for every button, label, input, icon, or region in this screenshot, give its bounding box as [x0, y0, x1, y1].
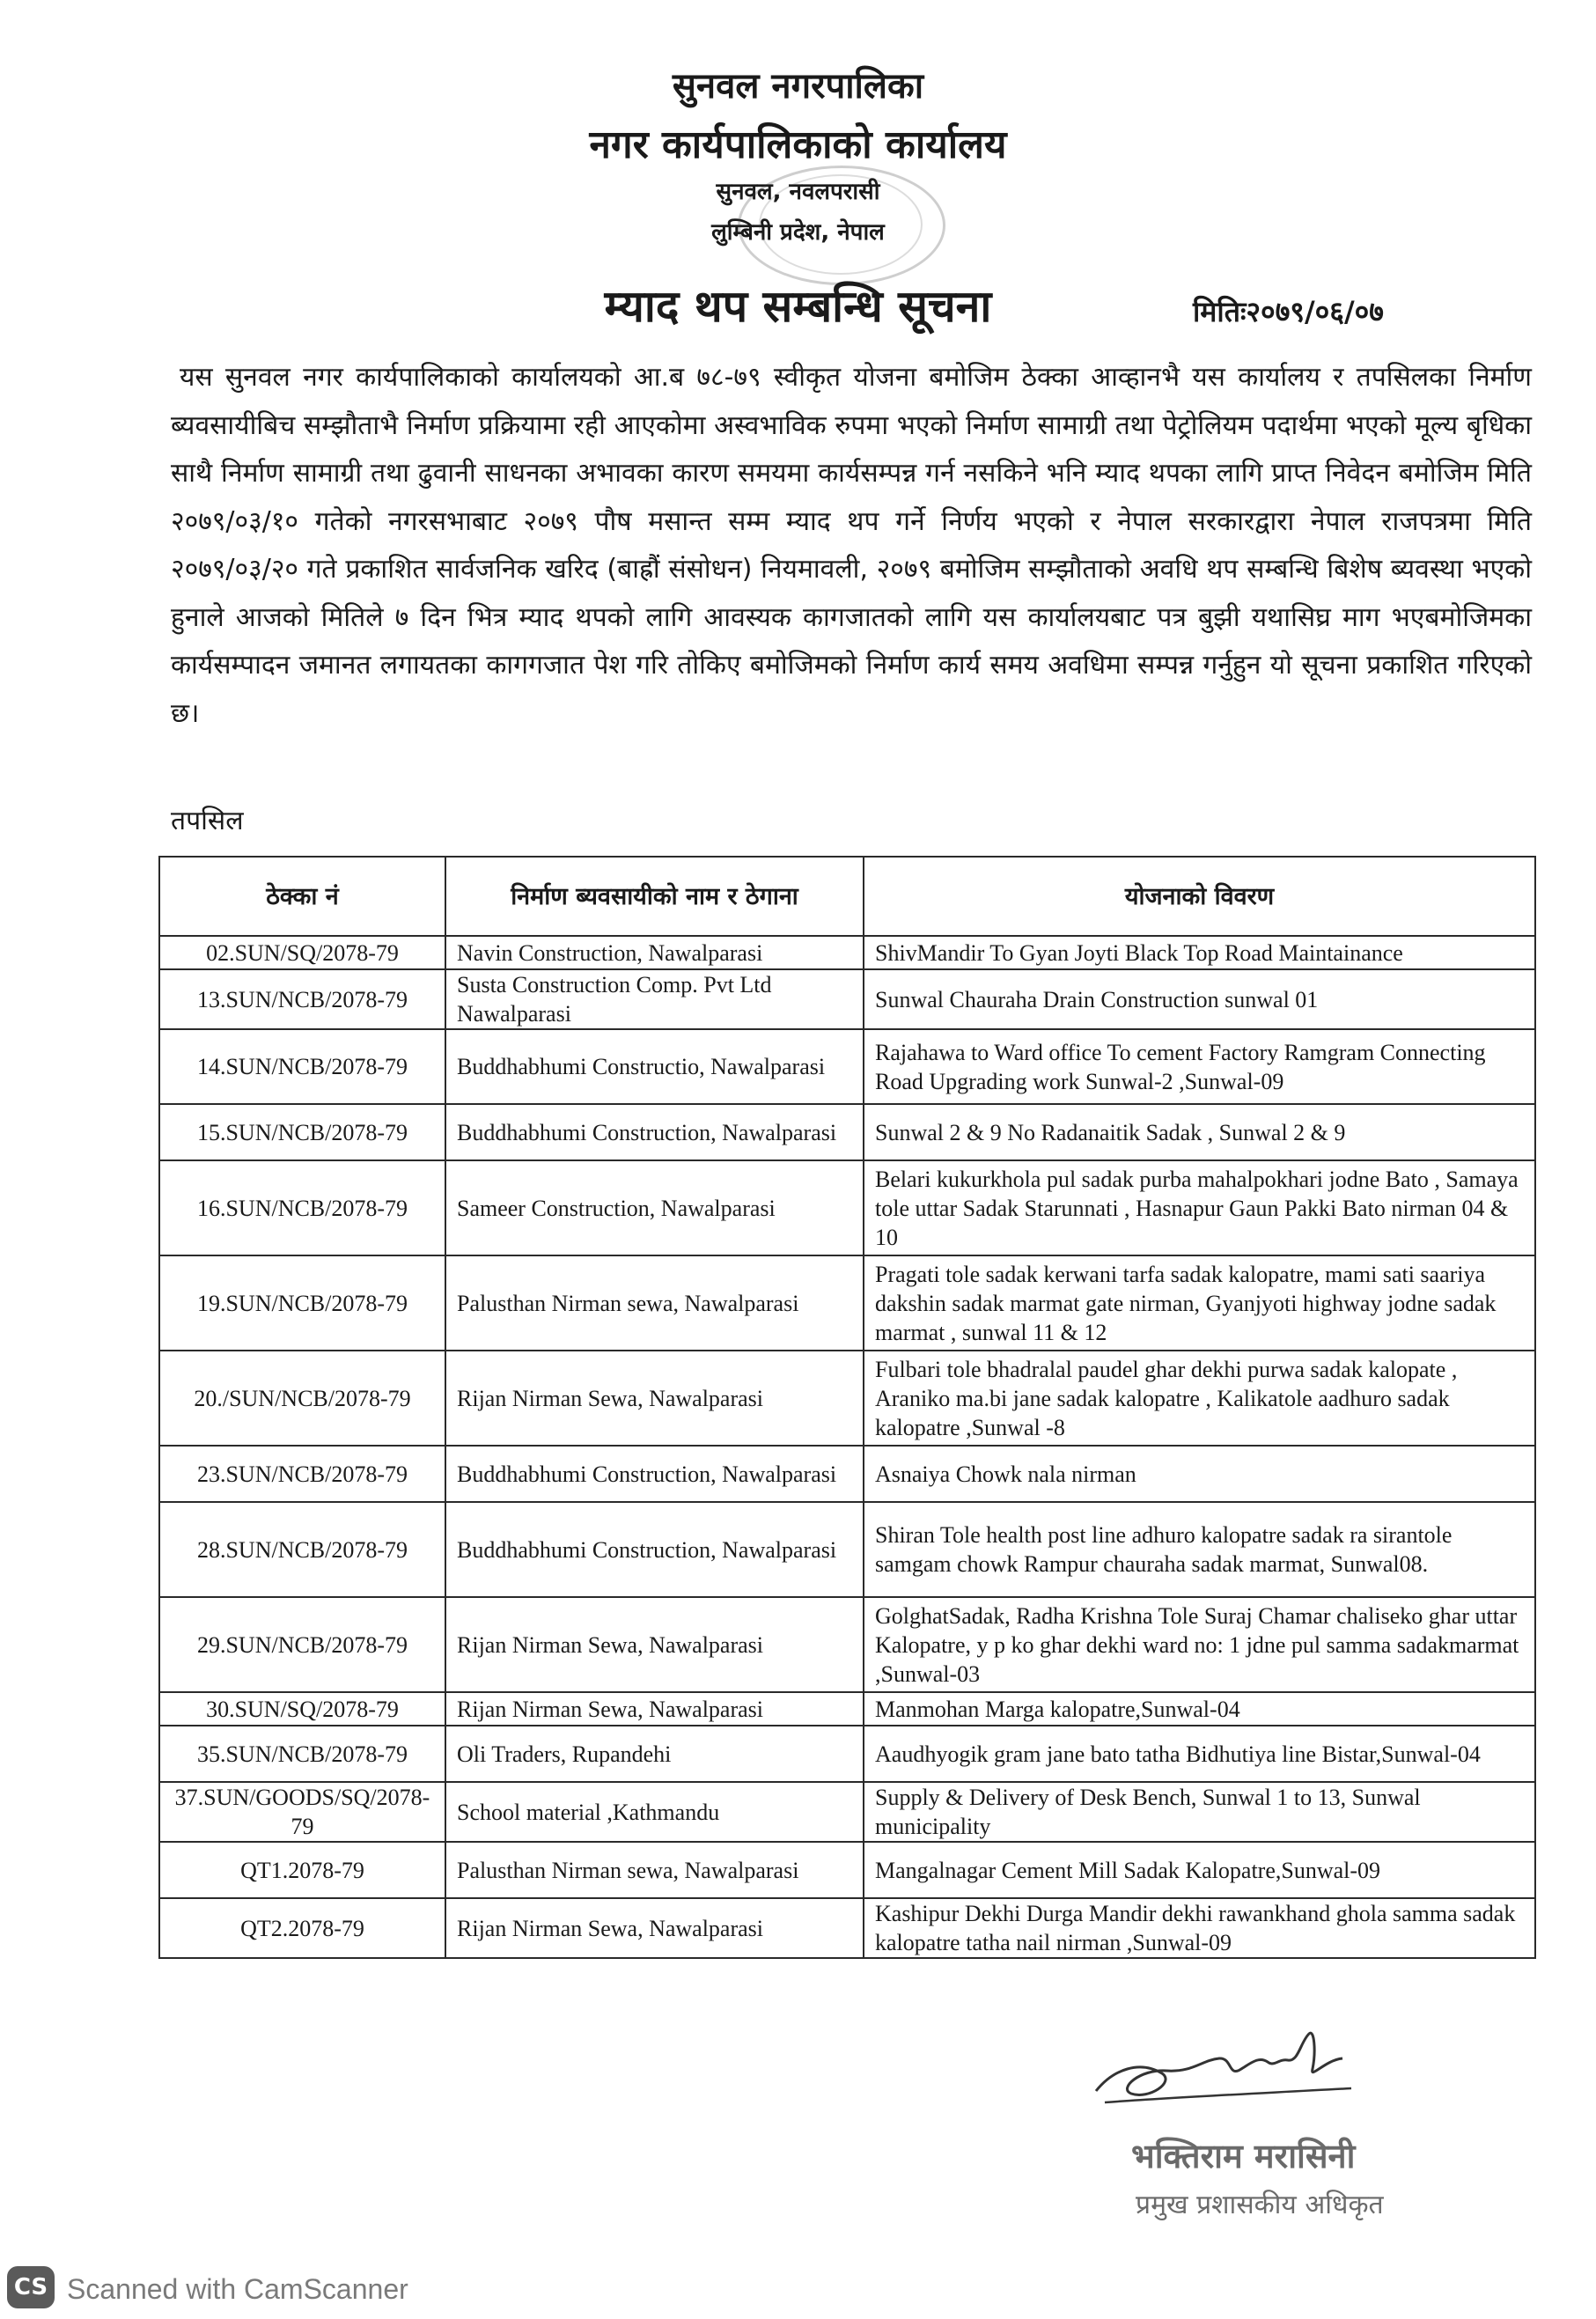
office-stamp-inner [759, 174, 923, 275]
contract-number-cell: 35.SUN/NCB/2078-79 [159, 1726, 445, 1782]
contract-number-cell: 28.SUN/NCB/2078-79 [159, 1502, 445, 1597]
table-row [159, 1692, 1535, 1726]
table-row [159, 1502, 1535, 1597]
contract-number-cell: 30.SUN/SQ/2078-79 [159, 1692, 445, 1726]
header-contractor: निर्माण ब्यवसायीको नाम र ठेगाना [445, 857, 864, 936]
contract-number-cell: 02.SUN/SQ/2078-79 [159, 936, 445, 969]
table-row [159, 1446, 1535, 1502]
table-row [159, 1597, 1535, 1692]
contract-number-cell: 13.SUN/NCB/2078-79 [159, 969, 445, 1029]
contractor-cell: School material ,Kathmandu [445, 1782, 864, 1842]
project-description-cell: Mangalnagar Cement Mill Sadak Kalopatre,Sunwal-09 [864, 1842, 1535, 1898]
contractor-cell: Buddhabhumi Constructio, Nawalparasi [445, 1029, 864, 1104]
contractor-cell: Rijan Nirman Sewa, Nawalparasi [445, 1692, 864, 1726]
project-description-cell: Supply & Delivery of Desk Bench, Sunwal 1 to 13, Sunwal municipality [864, 1782, 1535, 1842]
contract-number-cell: 23.SUN/NCB/2078-79 [159, 1446, 445, 1502]
contractor-cell: Buddhabhumi Construction, Nawalparasi [445, 1502, 864, 1597]
contractor-cell: Palusthan Nirman sewa, Nawalparasi [445, 1255, 864, 1351]
contractor-cell: Susta Construction Comp. Pvt Ltd Nawalparasi [445, 969, 864, 1029]
project-description-cell: Shiran Tole health post line adhuro kalopatre sadak ra sirantole samgam chowk Rampur chauraha sadak marmat, Sunwal08. [864, 1502, 1535, 1597]
project-description-cell: Aaudhyogik gram jane bato tatha Bidhutiya line Bistar,Sunwal-04 [864, 1726, 1535, 1782]
project-description-cell: Belari kukurkhola pul sadak purba mahalpokhari jodne Bato , Samaya tole uttar Sadak Starunnati , Hasnapur Gaun Pakki Bato nirman 04 & 10 [864, 1160, 1535, 1255]
contractor-cell: Palusthan Nirman sewa, Nawalparasi [445, 1842, 864, 1898]
header-project: योजनाको विवरण [864, 857, 1535, 936]
schedule-label: तपसिल [171, 806, 244, 836]
contract-number-cell: 20./SUN/NCB/2078-79 [159, 1351, 445, 1446]
project-description-cell: GolghatSadak, Radha Krishna Tole Suraj Chamar chaliseko ghar uttar Kalopatre, y p ko ghar dekhi ward no: 1 jdne pul samma sadakmarmat ,Sunwal-03 [864, 1597, 1535, 1692]
table-row [159, 969, 1535, 1029]
contract-number-cell: QT1.2078-79 [159, 1842, 445, 1898]
contract-number-cell: 14.SUN/NCB/2078-79 [159, 1029, 445, 1104]
contract-number-cell: 16.SUN/NCB/2078-79 [159, 1160, 445, 1255]
header-contract-no: ठेक्का नं [159, 857, 445, 936]
signature [1078, 2007, 1369, 2122]
project-description-cell: Asnaiya Chowk nala nirman [864, 1446, 1535, 1502]
project-description-cell: Sunwal Chauraha Drain Construction sunwal 01 [864, 969, 1535, 1029]
camscanner-logo: CS [7, 2266, 55, 2308]
contract-number-cell: QT2.2078-79 [159, 1898, 445, 1958]
office-subtitle: नगर कार्यपालिकाको कार्यालय [589, 122, 1007, 167]
contractor-cell: Navin Construction, Nawalparasi [445, 936, 864, 969]
project-description-cell: Manmohan Marga kalopatre,Sunwal-04 [864, 1692, 1535, 1726]
contractor-cell: Rijan Nirman Sewa, Nawalparasi [445, 1597, 864, 1692]
contract-number-cell: 29.SUN/NCB/2078-79 [159, 1597, 445, 1692]
office-province: लुम्बिनी प्रदेश, नेपाल [711, 219, 885, 246]
contract-number-cell: 15.SUN/NCB/2078-79 [159, 1104, 445, 1160]
table-body [159, 936, 1535, 1958]
table-row [159, 1842, 1535, 1898]
project-description-cell: Rajahawa to Ward office To cement Factory Ramgram Connecting Road Upgrading work Sunwal-2 ,Sunwal-09 [864, 1029, 1535, 1104]
contractor-cell: Rijan Nirman Sewa, Nawalparasi [445, 1351, 864, 1446]
notice-body: यस सुनवल नगर कार्यपालिकाको कार्यालयको आ.ब ७८-७९ स्वीकृत योजना बमोजिम ठेक्का आव्हानभै यस कार्यालय र तपसिलका निर्माण ब्यवसायीबिच सम्झौताभै निर्माण प्रक्रियामा रही आएकोमा अस्वभाविक रुपमा भएको निर्माण सामाग्री तथा पेट्रोलियम पदार्थमा भएको मूल्य बृधिका साथै निर्माण सामाग्री तथा ढुवानी साधनका अभावका कारण समयमा कार्यसम्पन्न गर्न नसकिने भनि म्याद थपका लागि प्राप्त निवेदन बमोजिम मिति २०७९/०३/१० गतेको नगरसभाबाट २०७९ पौष मसान्त सम्म म्याद थप गर्ने निर्णय भएको र नेपाल सरकारद्वारा नेपाल राजपत्रमा मिति २०७९/०३/२० गते प्रकाशित सार्वजनिक खरिद (बाह्रौं संसोधन) नियमावली, २०७९ बमोजिम सम्झौताको अवधि थप सम्बन्धि बिशेष ब्यवस्था भएको हुनाले आजको मितिले ७ दिन भित्र म्याद थपको लागि आवस्यक कागजातको लागि यस कार्यालयबाट पत्र बुझी यथासिघ्र माग भएबमोजिमका कार्यसम्पादन जमानत लगायतका कागगजात पेश गरि तोकिए बमोजिमको निर्माण कार्य समय अवधिमा सम्पन्न गर्नुहुन यो सूचना प्रकाशित गरिएको छ। [171, 362, 1532, 729]
project-description-cell: Sunwal 2 & 9 No Radanaitik Sadak , Sunwal 2 & 9 [864, 1104, 1535, 1160]
signer-name: भक्तिराम मरासिनी [1131, 2137, 1356, 2175]
contract-number-cell: 37.SUN/GOODS/SQ/2078-79 [159, 1782, 445, 1842]
notice-date: मितिः२०७९/०६/०७ [1193, 295, 1384, 328]
contractor-cell: Sameer Construction, Nawalparasi [445, 1160, 864, 1255]
project-description-cell: Pragati tole sadak kerwani tarfa sadak kalopatre, mami sati saariya dakshin sadak marmat gate nirman, Gyanjyoti highway jodne sadak marmat , sunwal 11 & 12 [864, 1255, 1535, 1351]
signer-title: प्रमुख प्रशासकीय अधिकृत [1136, 2190, 1384, 2220]
project-description-cell: Kashipur Dekhi Durga Mandir dekhi rawankhand ghola samma sadak kalopatre tatha nail nirman ,Sunwal-09 [864, 1898, 1535, 1958]
table-row [159, 1255, 1535, 1351]
table-row [159, 1726, 1535, 1782]
contractor-cell: Oli Traders, Rupandehi [445, 1726, 864, 1782]
table-row [159, 1351, 1535, 1446]
table-row [159, 1160, 1535, 1255]
table-row [159, 1104, 1535, 1160]
office-name: सुनवल नगरपालिका [672, 66, 924, 107]
project-description-cell: ShivMandir To Gyan Joyti Black Top Road Maintainance [864, 936, 1535, 969]
contract-table [158, 856, 1536, 1959]
contractor-cell: Rijan Nirman Sewa, Nawalparasi [445, 1898, 864, 1958]
table-row [159, 1029, 1535, 1104]
office-address: सुनवल, नवलपरासी [716, 179, 880, 205]
table-header-row [159, 857, 1535, 936]
contractor-cell: Buddhabhumi Construction, Nawalparasi [445, 1446, 864, 1502]
table-row [159, 936, 1535, 969]
contractor-cell: Buddhabhumi Construction, Nawalparasi [445, 1104, 864, 1160]
camscanner-watermark: Scanned with CamScanner [67, 2273, 408, 2305]
project-description-cell: Fulbari tole bhadralal paudel ghar dekhi purwa sadak kalopate , Araniko ma.bi jane sadak kalopatre , Kalikatole aadhuro sadak kalopatre ,Sunwal -8 [864, 1351, 1535, 1446]
table-row [159, 1898, 1535, 1958]
contract-number-cell: 19.SUN/NCB/2078-79 [159, 1255, 445, 1351]
notice-title: म्याद थप सम्बन्धि सूचना [604, 281, 992, 332]
table-row [159, 1782, 1535, 1842]
